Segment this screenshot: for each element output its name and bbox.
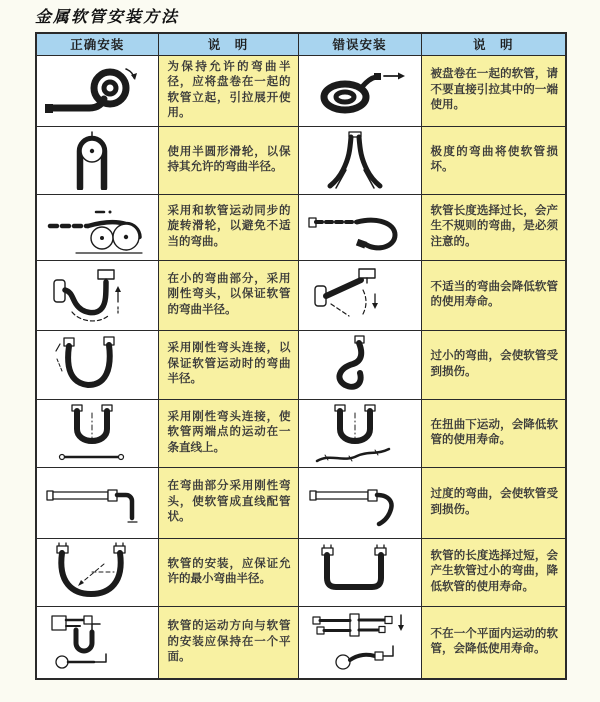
- wrong-image-cell: [298, 330, 421, 399]
- correct-description: 软管的运动方向与软管的安装应保持在一个平面。: [158, 606, 298, 679]
- wrong-image-cell: [298, 538, 421, 606]
- table-header-row: [36, 33, 566, 55]
- hose-too-short-flat-u-icon: [304, 542, 416, 602]
- table-row: [36, 194, 566, 260]
- wrong-image-cell: [298, 467, 421, 538]
- correct-image-cell: [36, 330, 158, 399]
- table-row: [36, 467, 566, 538]
- hose-motion-in-same-plane-icon: [41, 610, 153, 674]
- wrong-image-cell: [298, 126, 421, 194]
- correct-image-cell: [36, 55, 158, 126]
- wrong-description: 不在一个平面内运动的软管，会降低使用寿命。: [421, 606, 566, 679]
- page-title: 金属软管安装方法: [35, 7, 180, 26]
- correct-description: 使用半圆形滑轮，以保持其允许的弯曲半径。: [158, 126, 298, 194]
- header-explanation-right: 说 明: [421, 33, 566, 55]
- correct-description: 为保持允许的弯曲半径，应将盘卷在一起的软管立起，引拉展开使用。: [158, 55, 298, 126]
- hose-small-bend-with-rigid-elbow-icon: [41, 264, 153, 326]
- hose-moving-under-torsion-icon: [304, 403, 416, 463]
- hose-u-loop-with-rigid-elbows-icon: [41, 335, 153, 395]
- hose-coil-pulled-from-end-icon: [304, 61, 416, 121]
- wrong-image-cell: [298, 399, 421, 467]
- installation-method-table: [35, 32, 567, 680]
- header-explanation-left: 说 明: [158, 33, 298, 55]
- hose-motion-out-of-plane-icon: [304, 610, 416, 674]
- correct-image-cell: [36, 399, 158, 467]
- correct-image-cell: [36, 606, 158, 679]
- wrong-image-cell: [298, 606, 421, 679]
- wrong-image-cell: [298, 55, 421, 126]
- hose-excessive-bend-at-corner-icon: [304, 473, 416, 533]
- correct-description: 在小的弯曲部分，采用刚性弯头，以保证软管的弯曲半径。: [158, 260, 298, 330]
- correct-description: 在弯曲部分采用刚性弯头，使软管成直线配管状。: [158, 467, 298, 538]
- table-row: [36, 330, 566, 399]
- hose-improper-bend-icon: [304, 264, 416, 326]
- table-row: [36, 538, 566, 606]
- wrong-description: 过小的弯曲，会使软管受到损伤。: [421, 330, 566, 399]
- table-row: [36, 399, 566, 467]
- wrong-description: 在扭曲下运动，会降低软管的使用寿命。: [421, 399, 566, 467]
- hose-over-semicircular-pulley-icon: [41, 130, 153, 190]
- header-correct-install: 正确安装: [36, 33, 158, 55]
- wrong-image-cell: [298, 260, 421, 330]
- wrong-description: 被盘卷在一起的软管，请不要直接引拉其中的一端使用。: [421, 55, 566, 126]
- wrong-description: 过度的弯曲，会使软管受到损伤。: [421, 467, 566, 538]
- hose-coil-stand-and-unroll-icon: [41, 61, 153, 121]
- correct-description: 采用刚性弯头连接，使软管两端点的运动在一条直线上。: [158, 399, 298, 467]
- hose-minimum-bend-radius-u-icon: [41, 542, 153, 602]
- hose-straight-run-with-rigid-elbow-icon: [41, 473, 153, 533]
- correct-image-cell: [36, 260, 158, 330]
- correct-image-cell: [36, 467, 158, 538]
- header-wrong-install: 错误安装: [298, 33, 421, 55]
- correct-image-cell: [36, 538, 158, 606]
- correct-image-cell: [36, 194, 158, 260]
- wrong-description: 不适当的弯曲会降低软管的使用寿命。: [421, 260, 566, 330]
- table-row: [36, 55, 566, 126]
- hose-bend-too-small-hook-icon: [304, 335, 416, 395]
- hose-with-synchronized-rotating-pulleys-icon: [41, 197, 153, 257]
- hose-too-long-irregular-loop-icon: [304, 197, 416, 257]
- wrong-description: 极度的弯曲将使软管损坏。: [421, 126, 566, 194]
- wrong-description: 软管长度选择过长，会产生不规则的弯曲，是必须注意的。: [421, 194, 566, 260]
- correct-description: 采用刚性弯头连接，以保证软管运动时的弯曲半径。: [158, 330, 298, 399]
- table-row: [36, 260, 566, 330]
- correct-description: 软管的安装，应保证允许的最小弯曲半径。: [158, 538, 298, 606]
- hose-extreme-sharp-bend-icon: [304, 130, 416, 190]
- wrong-description: 软管的长度选择过短，会产生软管过小的弯曲，降低软管的使用寿命。: [421, 538, 566, 606]
- correct-image-cell: [36, 126, 158, 194]
- hose-u-ends-moving-in-line-icon: [41, 403, 153, 463]
- correct-description: 采用和软管运动同步的旋转滑轮，以避免不适当的弯曲。: [158, 194, 298, 260]
- table-row: [36, 606, 566, 679]
- wrong-image-cell: [298, 194, 421, 260]
- table-row: [36, 126, 566, 194]
